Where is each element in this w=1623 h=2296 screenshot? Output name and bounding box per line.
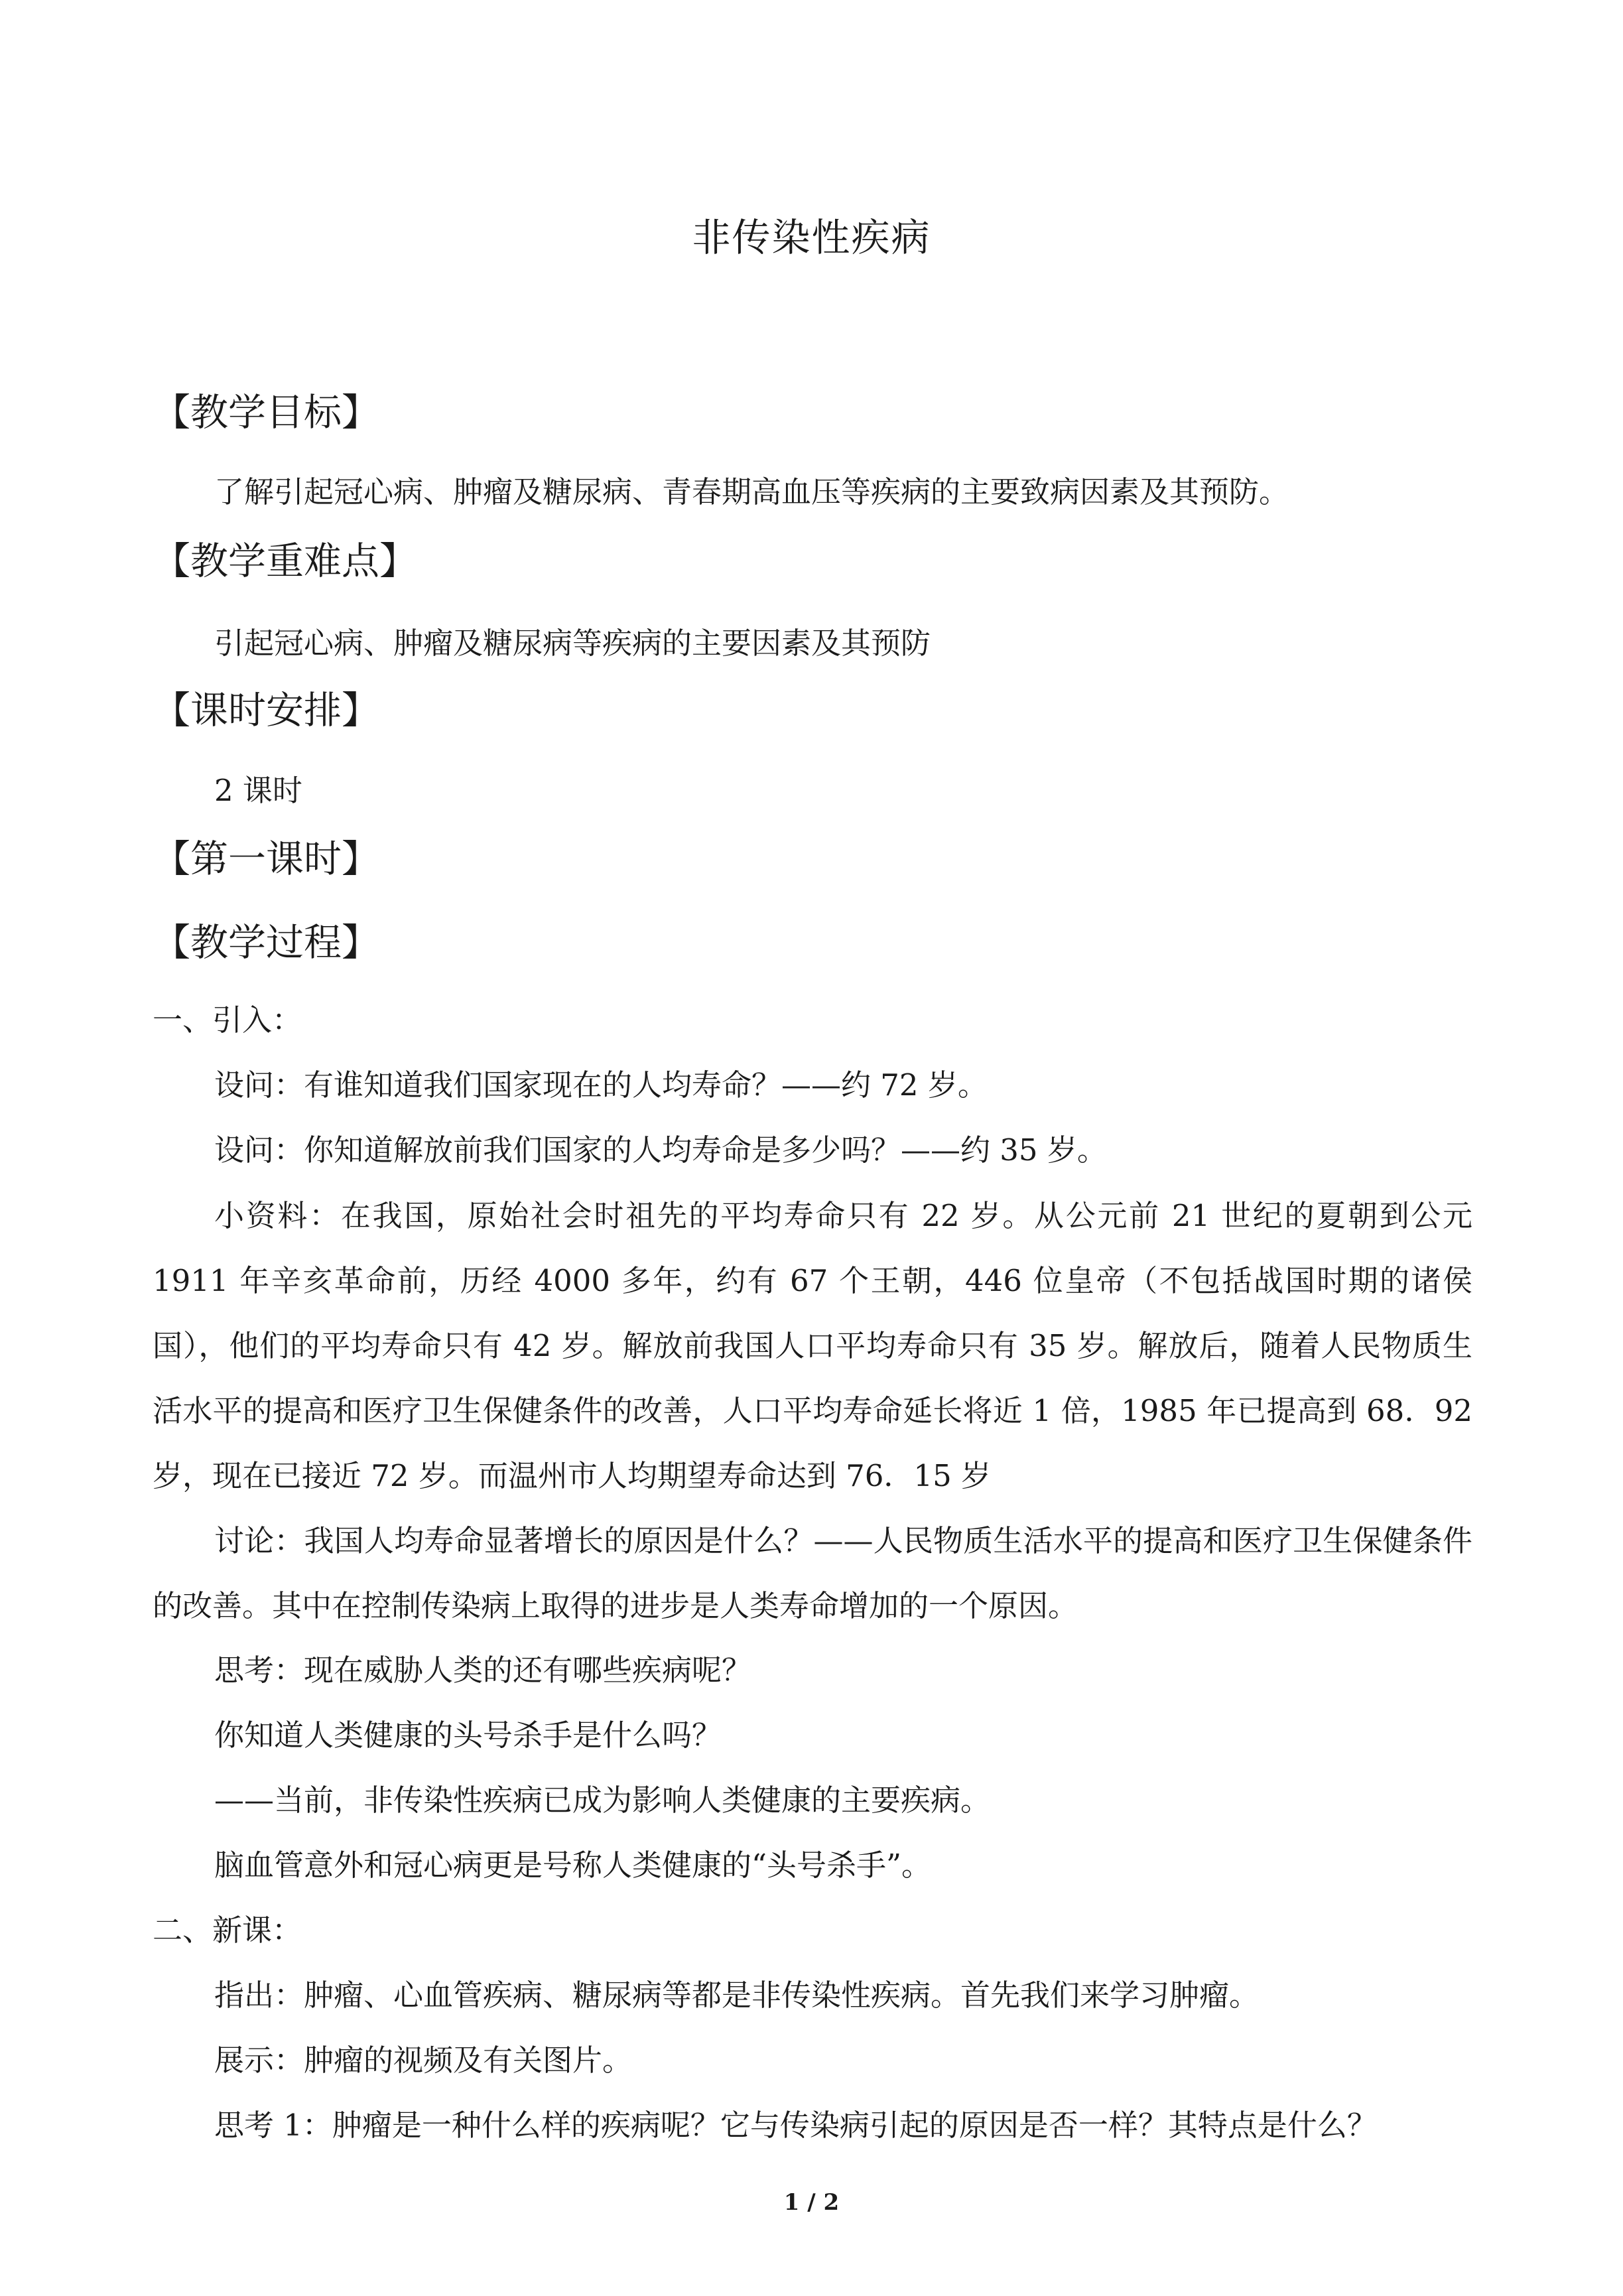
heading-key-points: 【教学重难点】	[153, 539, 417, 583]
page-number: 1 / 2	[783, 2189, 840, 2216]
show-line: 展示：肿瘤的视频及有关图片。	[214, 2043, 633, 2078]
think-question-2: 你知道人类健康的头号杀手是什么吗？	[214, 1718, 722, 1753]
think-question-3: 思考 1：肿瘤是一种什么样的疾病呢？它与传染病引起的原因是否一样？其特点是什么？	[214, 2108, 1377, 2143]
objectives-text: 了解引起冠心病、肿瘤及糖尿病、青春期高血压等疾病的主要致病因素及其预防。	[214, 474, 1289, 509]
point-line: 指出：肿瘤、心血管疾病、糖尿病等都是非传染性疾病。首先我们来学习肿瘤。	[214, 1978, 1260, 2013]
document-title: 非传染性疾病	[692, 215, 931, 260]
question-past-lifespan: 设问：你知道解放前我们国家的人均寿命是多少吗？——约 35 岁。	[214, 1132, 1107, 1168]
think-question-1: 思考：现在威胁人类的还有哪些疾病呢？	[214, 1653, 752, 1688]
heading-objectives: 【教学目标】	[153, 391, 379, 435]
heading-process: 【教学过程】	[153, 921, 379, 965]
question-current-lifespan: 设问：有谁知道我们国家现在的人均寿命？——约 72 岁。	[214, 1067, 988, 1103]
schedule-text: 2 课时	[214, 773, 302, 808]
discussion-paragraph: 讨论：我国人均寿命显著增长的原因是什么？——人民物质生活水平的提高和医疗卫生保健条件的改善。其中在控制传染病上取得的进步是人类寿命增加的一个原因。	[153, 1523, 1472, 1623]
heading-lesson-1: 【第一课时】	[153, 837, 379, 881]
intro-heading: 一、引入：	[153, 1002, 302, 1038]
heading-schedule: 【课时安排】	[153, 689, 379, 732]
answer-line-2: 脑血管意外和冠心病更是号称人类健康的“头号杀手”。	[214, 1848, 932, 1883]
answer-line-1: ——当前，非传染性疾病已成为影响人类健康的主要疾病。	[214, 1783, 991, 1818]
info-paragraph: 小资料：在我国，原始社会时祖先的平均寿命只有 22 岁。从公元前 21 世纪的夏朝到公元 1911 年辛亥革命前，历经 4000 多年，约有 67 个王朝，446 位皇帝（不包括战国时期的诸侯国），他们的平均寿命只有 42 岁。解放前我国人口平均寿命只有 35 岁。解放后，随着人民物质生活水平的提高和医疗卫生保健条件的改善，人口平均寿命延长将近 1 倍，1985 年已提高到 68．92 岁，现在已接近 72 岁。而温州市人均期望寿命达到 76．15 岁	[153, 1198, 1472, 1493]
key-points-text: 引起冠心病、肿瘤及糖尿病等疾病的主要因素及其预防	[214, 626, 931, 661]
new-lesson-heading: 二、新课：	[153, 1913, 302, 1948]
